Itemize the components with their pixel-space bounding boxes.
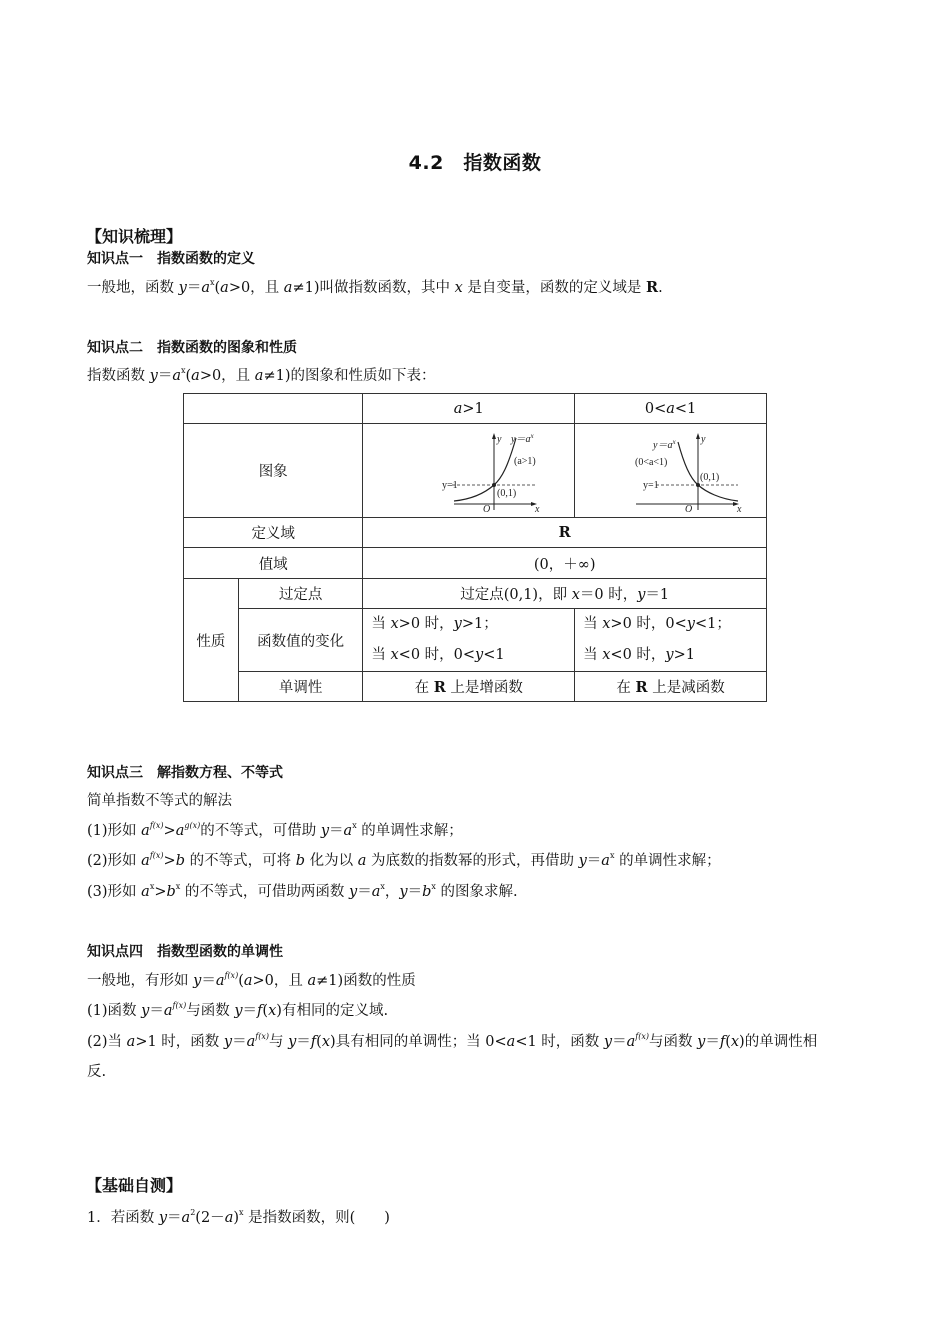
kp3-item2: (2)形如 $a^{f(x)}>b$ 的不等式，可将 b 化为以 a 为底数的指数幂的形式，再借助 $y=a^x$ 的单调性求解；: [87, 851, 721, 869]
svg-text:x: x: [736, 503, 742, 512]
table-row-range: [184, 548, 767, 579]
svg-text:(a>1): (a>1): [513, 455, 536, 467]
section-heading-self-test: 【基础自测】: [86, 1176, 183, 1195]
kp4-item2: (2)当 a>1 时，函数 $y=a^{f(x)}$与 y＝f(x)具有相同的单调性；当 0<a<1 时，函数 $y=a^{f(x)}$与函数 y＝f(x)的单调性相: [87, 1032, 818, 1050]
graph-increasing-exponential: [394, 430, 544, 512]
curve-label: $y=a^x$: [510, 431, 534, 445]
svg-text:O: O: [684, 503, 692, 512]
table-row-graph: [184, 424, 767, 518]
kp4-item1: (1)函数 $y=a^{f(x)}$与函数 y＝f(x)有相同的定义域.: [87, 1001, 389, 1019]
graph-decreasing-exponential: [596, 430, 746, 512]
svg-text:y: y: [496, 433, 502, 445]
kp3-item1: (1)形如 $a^{f(x)}>a^{g(x)}$的不等式，可借助 $y=a^x$ 的单调性求解；: [87, 821, 463, 839]
question-1: 1．若函数 $y=a^2(2-a)^x$ 是指数函数，则( ): [87, 1208, 390, 1226]
svg-text:(0<a<1): (0<a<1): [634, 456, 667, 468]
svg-text:(0,1): (0,1): [699, 471, 719, 483]
col-header-a-gt-1: a>1: [363, 394, 575, 424]
fixed-point-value: 过定点(0,1)，即 x＝0 时，y＝1: [363, 579, 767, 609]
kp4-intro: 一般地，有形如 $y=a^{f(x)}(a>0$，且 a≠1)函数的性质: [87, 971, 416, 989]
svg-text:y=1: y=1: [441, 479, 458, 491]
row-label-graph: 图象: [184, 424, 363, 518]
curve-label: $y=a^x$: [652, 437, 676, 451]
svg-text:x: x: [534, 503, 540, 512]
section-heading-knowledge: 【知识梳理】: [86, 227, 183, 246]
value-change-a-lt-1: 当 x>0 时，0<y<1； 当 x<0 时，y>1: [575, 609, 767, 672]
kp3-sub: 简单指数不等式的解法: [87, 793, 232, 809]
svg-text:(0,1): (0,1): [496, 487, 516, 499]
kp3-heading: 知识点三 解指数方程、不等式: [87, 765, 283, 781]
exp-properties-table: [183, 393, 767, 702]
table-row-monotonicity: [184, 672, 767, 702]
page-title: 4.2 指数函数: [408, 152, 542, 174]
kp4-item2-continued: 反.: [87, 1064, 107, 1080]
table-row-fixed-point: [184, 579, 767, 609]
domain-value: R: [363, 518, 767, 548]
row-label-domain: 定义域: [184, 518, 363, 548]
kp2-heading: 知识点二 指数函数的图象和性质: [87, 340, 297, 356]
table-row-value-change: [184, 609, 767, 672]
svg-text:y: y: [700, 433, 706, 445]
value-change-a-gt-1: 当 x>0 时，y>1； 当 x<0 时，0<y<1: [363, 609, 575, 672]
graph-a-lt-1-cell: [575, 424, 767, 518]
kp1-heading: 知识点一 指数函数的定义: [87, 251, 255, 267]
value-change-label: 函数值的变化: [238, 609, 363, 672]
row-label-properties: 性质: [184, 579, 239, 702]
kp4-heading: 知识点四 指数型函数的单调性: [87, 944, 283, 960]
kp2-intro: 指数函数 $y=a^x(a>0$，且 a≠1)的图象和性质如下表：: [87, 366, 436, 384]
fixed-point-label: 过定点: [238, 579, 363, 609]
kp3-item3: (3)形如 $a^x>b^x$ 的不等式，可借助两函数 $y=a^x$，$y=b^x$ 的图象求解.: [87, 882, 518, 900]
svg-text:y=1: y=1: [642, 479, 659, 491]
monotonicity-a-lt-1: 在 R 上是减函数: [575, 672, 767, 702]
row-label-range: 值域: [184, 548, 363, 579]
monotonicity-label: 单调性: [238, 672, 363, 702]
kp1-text: 一般地，函数 $y=a^x(a>0$，且 a≠1)叫做指数函数，其中 x 是自变量，函数的定义域是 R.: [87, 278, 663, 296]
table-row-domain: [184, 518, 767, 548]
monotonicity-a-gt-1: 在 R 上是增函数: [363, 672, 575, 702]
table-header-row: [184, 394, 767, 424]
svg-text:O: O: [482, 503, 490, 512]
col-header-a-lt-1: 0<a<1: [575, 394, 767, 424]
range-value: (0，＋∞): [363, 548, 767, 579]
graph-a-gt-1-cell: [363, 424, 575, 518]
